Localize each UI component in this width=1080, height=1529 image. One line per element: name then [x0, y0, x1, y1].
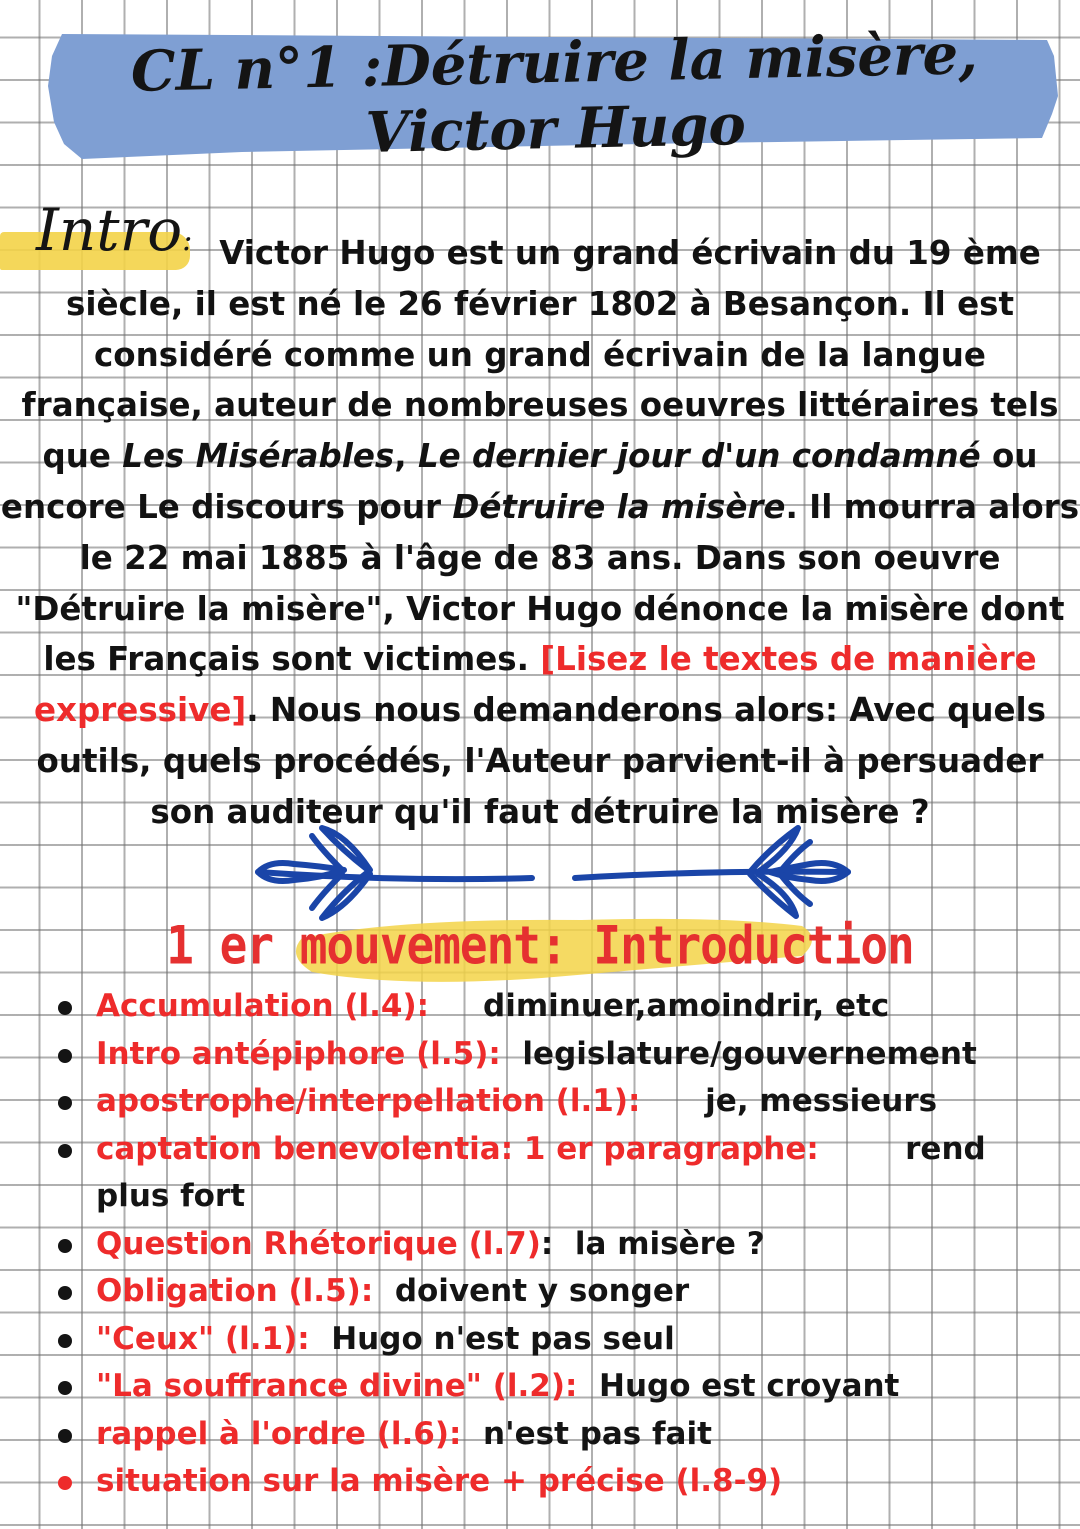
list-item: Intro antépiphore (l.5): legislature/gouvernement: [0, 1031, 1080, 1079]
bullet-icon: [58, 1381, 72, 1395]
bullet-icon: [58, 1334, 72, 1348]
bullet-icon: [58, 1144, 72, 1158]
bullet-icon: [58, 1476, 72, 1490]
bullet-icon: [58, 1096, 72, 1110]
reading-instruction: [Lisez le textes de manière expressive]: [33, 640, 1037, 730]
list-item: apostrophe/interpellation (l.1): je, messieurs: [0, 1078, 1080, 1126]
intro-paragraph: Victor Hugo est un grand écrivain du 19 ème siècle, il est né le 26 février 1802 à Besançon. Il est considéré comme un grand écrivain de la langue française, auteur de nombreuses oeuvres littéraires tels que Les Misérables, Le dernier jour d'un condamné ou encore Le discours pour Détruire la misère. Il mourra alors le 22 mai 1885 à l'âge de 83 ans. Dans son oeuvre "Détruire la misère", Victor Hugo dénonce la misère dont les Français sont victimes. [Lisez le textes de manière expressive]. Nous nous demanderons alors: Avec quels outils, quels procédés, l'Auteur parvient-il à persuader son auditeur qu'il faut détruire la misère ?: [0, 234, 1080, 831]
intro-label: Intro:: [36, 196, 193, 264]
list-item: rappel à l'ordre (l.6): n'est pas fait: [0, 1411, 1080, 1459]
list-item: "La souffrance divine" (l.2): Hugo est croyant: [0, 1363, 1080, 1411]
section-title: 1 er mouvement: Introduction: [166, 913, 914, 977]
list-item: captation benevolentia: 1 er paragraphe: rend plus fort: [0, 1126, 1080, 1221]
figures-list: [0, 983, 1080, 1506]
page-title: CL n°1 :Détruire la misère, Victor Hugo: [130, 21, 979, 166]
list-item: situation sur la misère + précise (l.8-9): [0, 1458, 1080, 1506]
bullet-icon: [58, 1239, 72, 1253]
list-item: Obligation (l.5): doivent y songer: [0, 1268, 1080, 1316]
bullet-icon: [58, 1001, 72, 1015]
list-item: "Ceux" (l.1): Hugo n'est pas seul: [0, 1316, 1080, 1364]
bullet-icon: [58, 1429, 72, 1443]
list-item: Question Rhétorique (l.7): la misère ?: [0, 1221, 1080, 1269]
bullet-icon: [58, 1286, 72, 1300]
bullet-icon: [58, 1049, 72, 1063]
list-item: Accumulation (l.4): diminuer,amoindrir, etc: [0, 983, 1080, 1031]
